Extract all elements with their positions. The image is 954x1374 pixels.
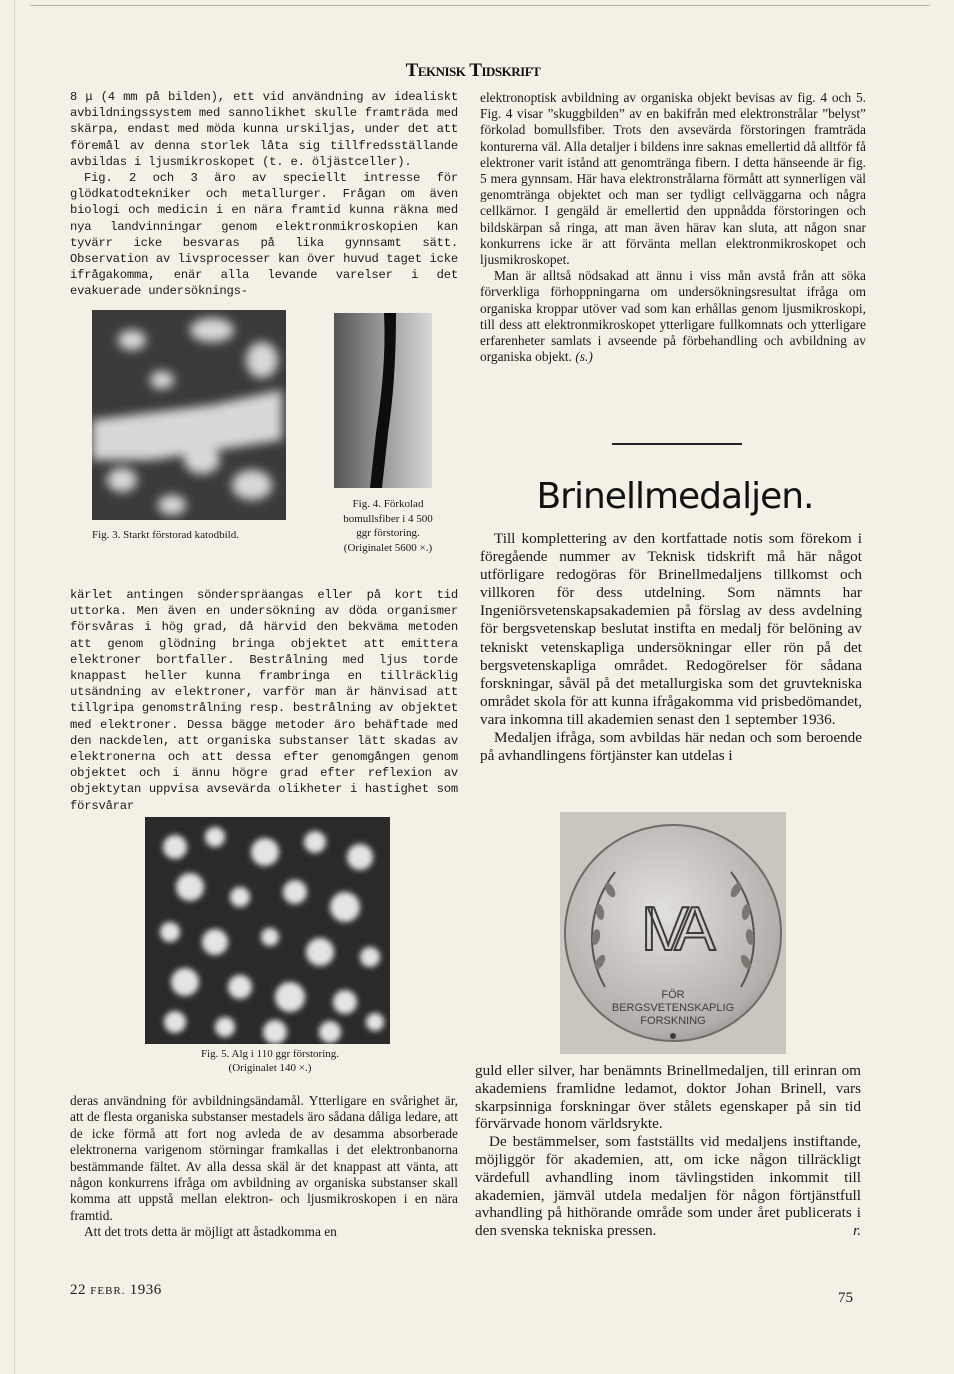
medal-inscription: BERGSVETENSKAPLIG bbox=[611, 1002, 735, 1014]
medal-inscription: FÖR bbox=[661, 989, 685, 1001]
right-column-top bbox=[480, 90, 866, 365]
author-signature: (s.) bbox=[575, 349, 593, 365]
footer-day: 22 bbox=[70, 1282, 86, 1298]
left-column-top bbox=[70, 89, 458, 300]
paragraph: deras användning för avbildningsändamål. Ytterligare en svårighet är, att de flesta organiska substanser mestadels äro sådana dåliga ledare, att de icke förmå att fort nog avleda de av desamma absorberade elektronerna varigenom störningar framkallas i det elektronbanorna bestämmande fältet. Av alla dessa skäl är det knappast att vänta, att någon konkurrens ifråga om avbildning av organiska substanser skall komma att uppstå mellan elektron- och ljusmikroskopen i en nära framtid. bbox=[70, 1093, 458, 1223]
article-heading: Brinellmedaljen. bbox=[536, 476, 814, 517]
author-signature: r. bbox=[852, 1222, 861, 1240]
brinell-article-top bbox=[480, 530, 862, 765]
paragraph: elektronoptisk avbildning av organiska objekt bevisas av fig. 4 och 5. Fig. 4 visar ”skuggbilden” av en bakifrån med elektronstrålar ”belyst” förkolad bomullsfiber. Trots den avsevärda förstoringen framträda konturerna väl. Alla detaljer i bildens inre saknas emellertid då alltför få elektroner varit istånd att genomtränga fibern. I detta hänseende är fig. 5 mera gynnsam. Här hava elektronstrålarna förmått att synnerligen väl genomtränga objektet och man ser tydligt cellväggarna och några cellkärnor. I gengäld är emellertid den uppnådda förstoringen och bildskärpan så ringa, att man även härav kan sluta, att någon snar konkurrens icke är att förvänta mellan elektronmikroskopet och ljusmikroskopet. bbox=[480, 90, 866, 268]
paragraph bbox=[480, 268, 866, 365]
paragraph: Fig. 2 och 3 äro av speciellt intresse för glödkatodtekniker och metallurger. Frågan om även biologi och medicin i en nära framtid kunna räkna med nya landvinningar genom elektronmikroskopien kan tyvärr icke besvaras på lika gynnsamt sätt. Observation av livsprocesser kan över huvud taget icke ifrågakomma, enär alla levande varelser i det evakuerade undersöknings- bbox=[70, 171, 458, 299]
figure-4-caption bbox=[318, 497, 458, 555]
caption-line: ggr förstoring. bbox=[356, 527, 420, 539]
footer-year: 1936 bbox=[129, 1282, 162, 1298]
footer-date bbox=[70, 1282, 162, 1299]
footer-month: FEBR. bbox=[90, 1285, 126, 1297]
brinell-medal-image bbox=[560, 812, 786, 1054]
paragraph-text: De bestämmelser, som fastställts vid medaljens instiftande, möjliggör för akademien, att, om icke någon tillräckligt värdefull avhandling inom tävlingstiden inkommit till akademien, jämväl utdela medaljen för någon förtjänstfull avhandling på hithörande område som under året publicerats i den svenska tekniska pressen. bbox=[475, 1133, 861, 1240]
caption-line: Fig. 5. Alg i 110 ggr förstoring. bbox=[200, 1048, 339, 1060]
section-divider bbox=[612, 443, 742, 445]
paragraph: Att det trots detta är möjligt att åstadkomma en bbox=[84, 1224, 337, 1240]
caption-line: (Originalet 140 ×.) bbox=[228, 1062, 312, 1074]
caption-line: (Originalet 5600 ×.) bbox=[343, 541, 433, 554]
brinell-article-bottom bbox=[475, 1062, 861, 1240]
paragraph: guld eller silver, har benämnts Brinellmedaljen, till erinran om akademiens framlidne ledamot, doktor Johan Brinell, vars skarpsinniga forskningar över stålets egenskaper på sin tid förvärvade honom världsrykte. bbox=[475, 1062, 861, 1133]
paragraph: 8 μ (4 mm på bilden), ett vid användning av idealiskt avbildningssystem med sannolikhet skulle framträda med skärpa, endast med möda kunna urskiljas, under det att föremål av denna storlek låta sig tillfredsställande avbildas i ljusmikroskopet (t. e. öljästceller). bbox=[70, 90, 458, 169]
caption-line: bomullsfiber i 4 500 bbox=[343, 512, 433, 525]
paragraph bbox=[475, 1133, 861, 1240]
left-column-mid bbox=[70, 587, 458, 814]
medal-monogram: IVA bbox=[640, 895, 706, 964]
figure-3-cathode-image bbox=[92, 310, 286, 520]
paragraph: kärlet antingen sönderspräangas eller på kort tid uttorka. Men även en undersökning av döda organismer försvåras i hög grad, då härvid den bekväma metoden att genom glödning bringa objektet att emittera elektroner bortfaller. Bestrålning med ljus torde knappast heller kunna frambringa en tillräcklig utsändning av elektroner, varför man är hänvisad att tillgripa genomstrålning resp. bestrålning av objektet med elektroner. Dessa bägge metoder äro behäftade med den nackdelen, att organiska substanser lätt skadas av elektronerna och att dessa efter genomgången genom objektet och i ännu högre grad efter reflexion av objektytan uppvisa avsevärda olikheter i hastighet som försvårar bbox=[70, 588, 458, 813]
paragraph: Till komplettering av den kortfattade notis som förekom i föregående nummer av Teknisk tidskrift må här något utförligare redogöras för Brinellmedaljens tillkomst och villkoren för dess utdelning. Som nämnts har Ingeniörsvetenskapsakademien på förslag av dess avdelning för bergsvetenskap beslutat instifta en medalj för belöning av tekniskt vetenskapliga undersökningar eller rön på det bergsvetenskapliga området. Redogörelser för sådana forskningar, såväl på det metallurgiska som det gruvtekniska området skola för att kunna ifrågakomma vid prisbedömandet, vara inkomna till akademien senast den 1 september 1936. bbox=[480, 530, 862, 728]
masthead: Teknisk Tidskrift bbox=[405, 60, 541, 81]
paragraph-text: Man är alltså nödsakad att ännu i viss mån avstå från att söka förverkliga förhoppningarna om undersökningsresultat ifråga om organiska kroppar utöver vad som kan erhållas genom ljusmikroskopi, till dess att elektronmikroskopet ytterligare fullkomnats och ytterligare erfarenheter samlats i avseende på förbehandling och avbildning av organiska objekt. bbox=[480, 268, 866, 365]
figure-3-caption: Fig. 3. Starkt förstorad katodbild. bbox=[92, 529, 239, 541]
medal-inscription: FORSKNING bbox=[640, 1015, 706, 1027]
paragraph: Medaljen ifråga, som avbildas här nedan och som beroende på avhandlingens förtjänster kan utdelas i bbox=[480, 729, 862, 765]
figure-4-cotton-fiber bbox=[334, 313, 432, 488]
figure-5-alga bbox=[145, 817, 390, 1044]
page-edge bbox=[14, 0, 15, 1374]
left-column-bottom bbox=[70, 1093, 458, 1241]
page-number: 75 bbox=[838, 1290, 853, 1306]
top-rule bbox=[30, 5, 930, 6]
caption-line: Fig. 4. Förkolad bbox=[352, 498, 424, 510]
figure-5-caption bbox=[160, 1047, 380, 1075]
